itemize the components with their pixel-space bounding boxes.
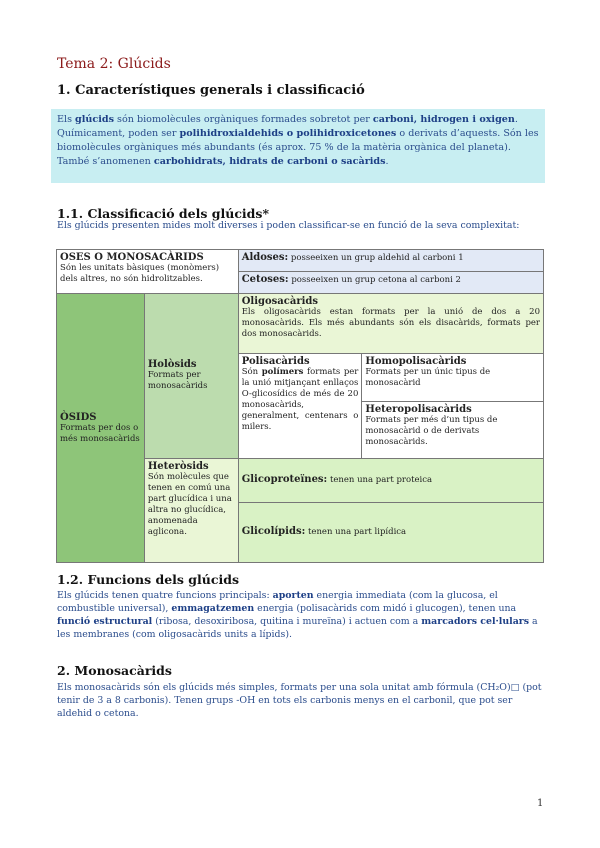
glicolip-text: tenen una part lipídica xyxy=(305,527,407,538)
intro-bold: polihidroxialdehids o polihidroxicetones xyxy=(179,128,397,139)
cell-holosids xyxy=(144,294,238,459)
section-heading-1: 1. Característiques generals i classificació xyxy=(57,83,365,98)
osids-title: ÒSIDS xyxy=(60,411,97,423)
intro-text: són biomolècules orgàniques formades sobretot per xyxy=(113,114,373,125)
funcions-bold: marcadors cel·lulars xyxy=(421,616,530,627)
hetero-title: Heteropolisacàrids xyxy=(365,404,472,416)
poli-text-2: formats per la unió mitjançant enllaços O-glicosídics de més de 20 monosacàrids, generalment, centenars o milers. xyxy=(241,367,359,433)
cell-oses xyxy=(57,250,239,294)
cell-osids xyxy=(57,294,145,563)
section-1-1-text: Els glúcids presenten mides molt diverses i poden classificar-se en funció de la seva complexitat: xyxy=(57,220,520,231)
cell-aldoses xyxy=(238,250,543,272)
aldoses-text: posseeixen un grup aldehid al carboni 1 xyxy=(288,253,464,263)
holosids-title: Holòsids xyxy=(147,359,197,371)
glicoprot-text: tenen una part proteica xyxy=(327,475,433,486)
intro-bold: carboni, hidrogen i oxigen xyxy=(372,114,515,125)
cell-oligosacarids xyxy=(238,294,543,354)
funcions-bold: emmagatzemen xyxy=(171,603,255,614)
aldoses-label: Aldoses: xyxy=(241,252,289,263)
cell-glicolipids xyxy=(238,502,543,562)
homo-title: Homopolisacàrids xyxy=(365,356,467,368)
homo-text: Formats per un únic tipus de monosacàrid xyxy=(365,367,491,389)
glicolip-label: Glicolípids: xyxy=(241,526,306,538)
cell-heterosids xyxy=(144,458,238,562)
oligo-text: Els oligosacàrids estan formats per la unió de dos a 20 monosacàrids. Els més abundants són els disacàrids, formats per dos monosacàrids. xyxy=(241,307,540,340)
section-1-2-text xyxy=(57,589,547,641)
funcions-text: Els glúcids tenen quatre funcions principals: xyxy=(57,590,273,601)
oses-text: Són les unitats bàsiques (monòmers) dels altres, no són hidrolitzables. xyxy=(60,263,220,284)
holosids-text: Formats per monosacàrids xyxy=(147,370,208,392)
cetoses-text: posseeixen un grup cetona al carboni 2 xyxy=(288,275,461,286)
poli-bold: polímers xyxy=(261,367,304,378)
funcions-text: energia (polisacàrids com midó i glucogen), tenen una xyxy=(254,603,517,614)
oses-title: OSES O MONOSACÀRIDS xyxy=(60,252,204,263)
poli-text xyxy=(242,367,359,433)
oligo-title: Oligosacàrids xyxy=(241,296,319,308)
heterosids-title: Heteròsids xyxy=(147,460,209,472)
section-2-text: Els monosacàrids són els glúcids més simples, formats per una sola unitat amb fórmula (CH₂O)□ (pot tenir de 3 a 8 carbonis). Tenen grups -OH en tots els carbonis menys en el carbonil, que pot ser aldehid o cetona. xyxy=(57,682,542,719)
cell-glicoproteines xyxy=(238,458,543,502)
cell-homopolisacarids xyxy=(362,354,544,402)
funcions-bold: aporten xyxy=(272,590,314,601)
document-title: Tema 2: Glúcids xyxy=(57,56,171,72)
intro-text: . Químicament, poden ser xyxy=(57,114,518,139)
intro-text: o derivats d’aquests. Són les biomolècules orgàniques més abundants (és aprox. 75 % de la matèria orgànica del planeta). També s’anomenen xyxy=(57,128,539,167)
section-heading-2: 2. Monosacàrids xyxy=(57,663,172,678)
funcions-bold: funció estructural xyxy=(57,616,153,627)
funcions-text: a les membranes (com oligosacàrids units a lípids). xyxy=(57,616,538,640)
funcions-text: energia immediata (com la glucosa, el combustible universal), xyxy=(57,590,498,614)
glicoprot-label: Glicoproteïnes: xyxy=(241,474,328,486)
poli-text-1: Són xyxy=(241,367,262,378)
poli-title: Polisacàrids xyxy=(241,356,310,368)
section-heading-1-2: 1.2. Funcions dels glúcids xyxy=(57,572,240,587)
cell-heteropolisacarids xyxy=(362,402,544,458)
cell-polisacarids xyxy=(238,354,362,458)
osids-text: Formats per dos o més monosacàrids xyxy=(60,422,140,444)
intro-box xyxy=(51,109,545,183)
hetero-text: Formats per més d’un tipus de monosacàrid o de derivats monosacàrids. xyxy=(365,415,498,448)
funcions-text: (ribosa, desoxiribosa, quitina i mureïna) i actuen com a xyxy=(152,616,422,627)
page-number: 1 xyxy=(537,798,544,809)
classification-table xyxy=(56,249,544,563)
section-heading-1-1: 1.1. Classificació dels glúcids* xyxy=(57,206,269,221)
intro-bold: carbohidrats, hidrats de carboni o sacàrids xyxy=(153,156,386,167)
heterosids-text: Són molècules que tenen en comú una part glucídica i una altra no glucídica, anomenada aglicona. xyxy=(147,471,232,537)
intro-text: Els xyxy=(57,114,76,125)
intro-bold: glúcids xyxy=(75,114,114,125)
cell-cetoses xyxy=(238,272,543,294)
intro-text: . xyxy=(385,156,389,167)
cetoses-label: Cetoses: xyxy=(241,274,289,286)
